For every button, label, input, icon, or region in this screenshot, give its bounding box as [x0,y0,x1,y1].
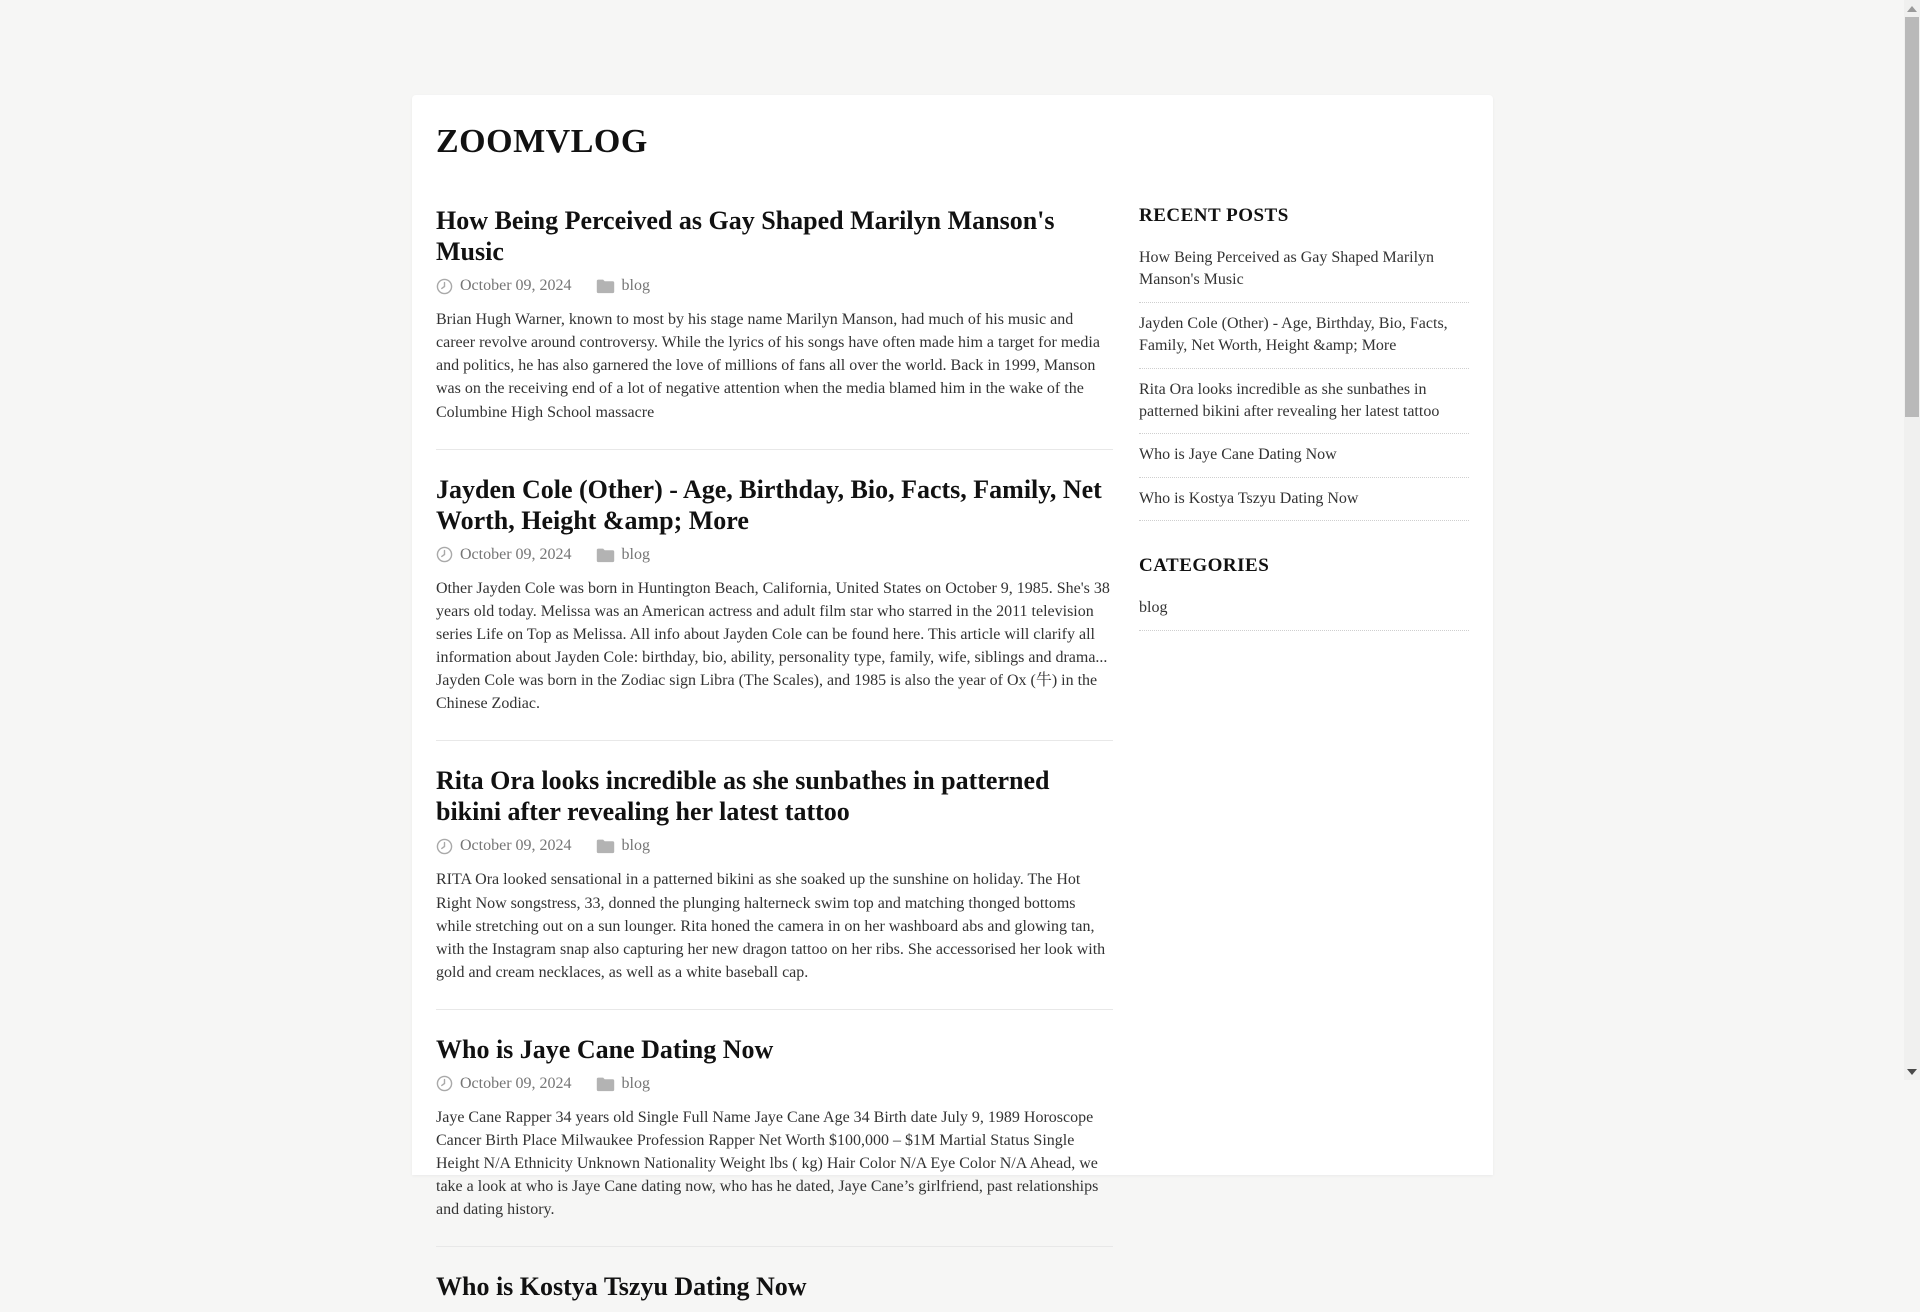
category-link[interactable]: blog [1139,599,1168,617]
folder-icon [596,547,615,563]
clock-icon [436,1075,453,1092]
post-article [436,1034,1113,1221]
recent-post-link[interactable]: Who is Kostya Tszyu Dating Now [1139,489,1359,507]
post-title-link[interactable]: Who is Kostya Tszyu Dating Now [436,1271,807,1301]
folder-icon [596,278,615,294]
post-category-link[interactable]: blog [621,277,650,295]
post-title-link[interactable]: Rita Ora looks incredible as she sunbathes in patterned bikini after revealing her latest tattoo [436,766,1050,827]
post-date: October 09, 2024 [460,837,572,855]
post-divider [436,1009,1113,1010]
main-layout [436,205,1469,1312]
post-date: October 09, 2024 [460,545,572,563]
post-article [436,1271,1113,1302]
post-excerpt: Jaye Cane Rapper 34 years old Single Full Name Jaye Cane Age 34 Birth date July 9, 1989 Horoscope Cancer Birth Place Milwaukee Profession Rapper Net Worth $100,000 – $1M Martial Status Single Height N/A Ethnicity Unknown Nationality Weight lbs ( kg) Hair Color N/A Eye Color N/A Ahead, we take a look at who is Jaye Cane dating now, who has he dated, Jaye Cane’s girlfriend, past relationships and dating history. [436,1108,1099,1218]
recent-post-link[interactable]: How Being Perceived as Gay Shaped Marilyn Manson's Music [1139,249,1435,289]
folder-icon [596,1076,615,1092]
post-category-link[interactable]: blog [621,837,650,855]
sidebar [1139,205,1469,1312]
post-excerpt: Other Jayden Cole was born in Huntington Beach, California, United States on October 9, 1985. She's 38 years old today. Melissa was an American actress and adult film star who starred in the 2011 television series Life on Top as Melissa. All info about Jayden Cole can be found here. This article will clarify all information about Jayden Cole: birthday, bio, ability, personality type, family, wife, siblings and drama... Jayden Cole was born in the Zodiac sign Libra (The Scales), and 1985 is also the year of Ox (牛) in the Chinese Zodiac. [436,579,1110,713]
recent-post-link[interactable]: Jayden Cole (Other) - Age, Birthday, Bio, Facts, Family, Net Worth, Height &amp; More [1139,314,1448,355]
recent-post-item [1139,247,1469,303]
recent-posts-list [1139,247,1469,521]
recent-post-item [1139,303,1469,369]
site-title[interactable]: ZOOMVLOG [436,123,648,160]
post-title-link[interactable]: How Being Perceived as Gay Shaped Marilyn Manson's Music [436,206,1055,267]
recent-posts-widget [1139,205,1469,521]
post-meta [436,277,1113,295]
post-date: October 09, 2024 [460,1074,572,1092]
folder-icon [596,838,615,854]
clock-icon [436,278,453,295]
categories-heading: CATEGORIES [1139,555,1270,577]
scrollbar-up-arrow[interactable] [1904,0,1920,17]
category-item [1139,597,1469,630]
recent-posts-heading: RECENT POSTS [1139,205,1289,226]
post-divider [436,1246,1113,1247]
post-date: October 09, 2024 [460,277,572,295]
post-article [436,765,1113,984]
scrollbar-thumb[interactable] [1905,17,1919,417]
recent-post-item [1139,478,1469,521]
post-article [436,205,1113,424]
post-excerpt: Brian Hugh Warner, known to most by his stage name Marilyn Manson, had much of his music and career revolve around controversy. While the lyrics of his songs have often made him a target for media and politics, he has also garnered the love of millions of fans all over the world. Back in 1999, Manson was on the receiving end of a lot of negative attention when the media blamed him in the wake of the Columbine High School massacre [436,311,1100,421]
scrollbar-down-arrow[interactable] [1904,1063,1920,1080]
post-title-link[interactable]: Who is Jaye Cane Dating Now [436,1034,774,1064]
categories-widget [1139,555,1469,630]
recent-post-link[interactable]: Who is Jaye Cane Dating Now [1139,446,1337,464]
post-category-link[interactable]: blog [621,1074,650,1092]
post-divider [436,740,1113,741]
post-meta [436,1075,1113,1093]
recent-post-item [1139,434,1469,477]
post-article [436,474,1113,716]
post-meta [436,837,1113,855]
post-divider [436,449,1113,450]
clock-icon [436,546,453,563]
recent-post-item [1139,369,1469,435]
post-meta [436,546,1113,564]
scrollbar[interactable] [1904,0,1920,1080]
post-title-link[interactable]: Jayden Cole (Other) - Age, Birthday, Bio, Facts, Family, Net Worth, Height &amp; More [436,474,1102,535]
content-card [412,95,1493,1301]
post-excerpt: RITA Ora looked sensational in a patterned bikini as she soaked up the sunshine on holiday. The Hot Right Now songstress, 33, donned the plunging halterneck swim top and matching thonged bottoms while stretching out on a sun lounger. Rita honed the camera in on her washboard abs and glowing tan, with the Instagram snap also capturing her new dragon tattoo on her ribs. She accessorised her look with gold and cream necklaces, as well as a white baseball cap. [436,871,1106,981]
post-list [436,205,1113,1312]
categories-list [1139,597,1469,630]
recent-post-link[interactable]: Rita Ora looks incredible as she sunbathes in patterned bikini after revealing her latest tattoo [1139,380,1440,420]
clock-icon [436,838,453,855]
post-category-link[interactable]: blog [621,545,650,563]
